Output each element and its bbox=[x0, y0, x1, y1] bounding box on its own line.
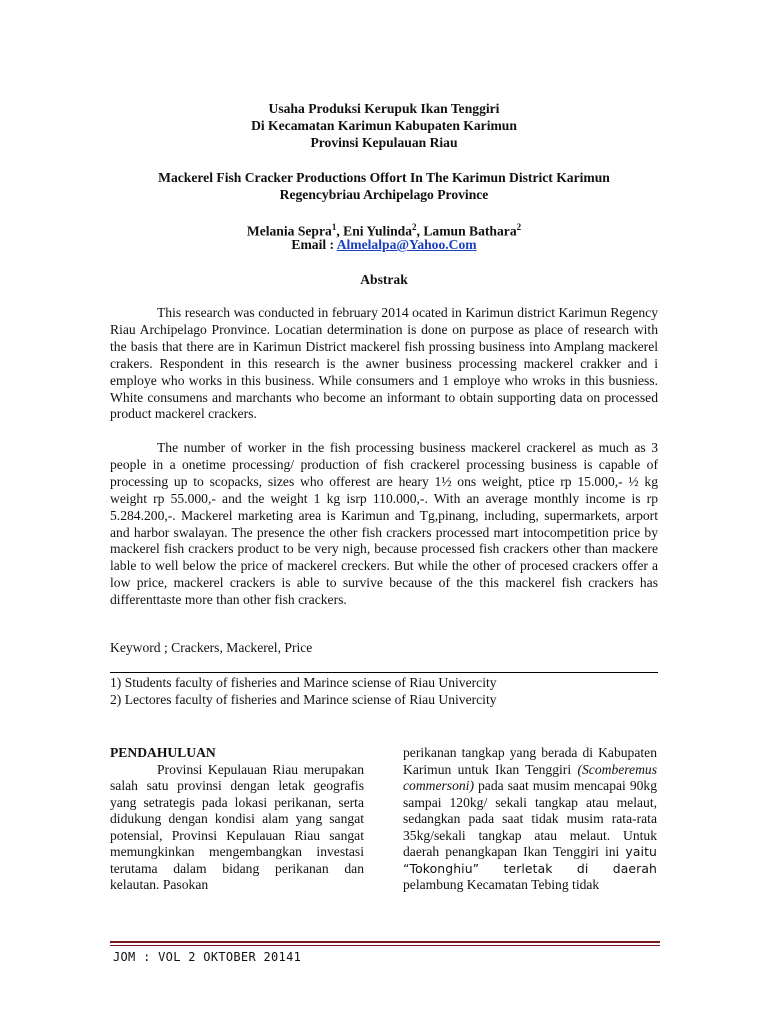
footnote: 2) Lectores faculty of fisheries and Marince sciense of Riau Univercity bbox=[110, 691, 497, 707]
abstract-paragraph: This research was conducted in february 2014 ocated in Karimun district Karimun Regency Riau Archipelago Pronvince. Locatian determination is done on purpose as place of research with the basis that there are in Karimun District mackerel fish prossing business into Amplang mackerel crakers. Respondent in this research is the awner business processing mackerel crakker and i employe who works in this business. While consumers and 1 employe who wroks in this busniess. White consumens and marchants who become an informant to obtain supporting data on processed product mackerel crackers. bbox=[110, 305, 658, 422]
author-affiliation: 2 bbox=[412, 222, 417, 232]
author-affiliation: 2 bbox=[516, 222, 522, 232]
author-affiliation: 1 bbox=[331, 222, 337, 232]
email-label: Email : bbox=[291, 237, 337, 252]
author-name: Eni Yulinda bbox=[343, 223, 413, 239]
title-line: Provinsi Kepulauan Riau bbox=[310, 135, 458, 150]
body-text: pada saat musim mencapai 90kg sampai 120kg/ sekali tangkap atau melaut, sedangkan pada saat tidak musim rata-rata 35kg/sekali tangkap atau melaut. Untuk daerah penangkapan Ikan Tenggiri ini bbox=[403, 778, 658, 859]
body-text: perikanan tangkap yang berada di Kabupaten Karimun untuk Ikan Tenggiri bbox=[403, 745, 657, 777]
keywords: Keyword ; Crackers, Mackerel, Price bbox=[110, 640, 313, 655]
footer-divider bbox=[110, 945, 660, 946]
author-separator: , bbox=[336, 223, 344, 239]
footer-divider bbox=[110, 941, 660, 943]
email-link[interactable]: Almelalpa@Yahoo.Com bbox=[336, 237, 477, 252]
subtitle-line: Regencybriau Archipelago Province bbox=[279, 187, 489, 202]
abstract-paragraph: The number of worker in the fish processing business mackerel crackerel as much as 3 people in a onetime processing/ production of fish crackerel processing business is capable of processing up to scopacks, sizes who offerest are heary 1½ ons weight, ptice rp 15.000,- ½ kg weight rp 55.000,- and the weight 1 kg isrp 110.000,-. With an average monthly income is rp 5.284.200,-. Mackerel marketing area is Karimun and Tg,pinang, including, supermarkets, arport and harbor swalayan. The presence the other fish crackers processed mart intocompetition price by mackerel fish crackers product to be very nigh, because processed fish crackers other than mackere lable to well below the price of mackerel creckers. But while the other of procesed crackers offer a low price, mackerel crackers is able to survive because of the this mackerel fish crackers has differenttaste more than other fish crackers. bbox=[110, 440, 658, 608]
title-line: Di Kecamatan Karimun Kabupaten Karimun bbox=[251, 118, 517, 133]
body-text: pelambung Kecamatan Tebing tidak bbox=[403, 877, 600, 892]
abstract-heading: Abstrak bbox=[360, 272, 408, 287]
body-paragraph: Provinsi Kepulauan Riau merupakan salah satu provinsi dengan letak geografis yang setrategis pada lokasi perikanan, serta didukung dengan kondisi alam yang sangat potensial, Provinsi Kepulauan Riau sangat memungkinkan mengembangkan investasi terutama dalam bidang perikanan dan kelautan. Pasokan bbox=[110, 761, 364, 892]
footnotes bbox=[110, 675, 497, 708]
footnote-divider bbox=[110, 672, 658, 673]
english-title bbox=[110, 169, 658, 203]
section-heading: PENDAHULUAN bbox=[110, 745, 216, 760]
subtitle-line: Mackerel Fish Cracker Productions Offort In The Karimun District Karimun bbox=[158, 170, 610, 185]
journal-footer: JOM : VOL 2 OKTOBER 20141 bbox=[113, 950, 302, 964]
left-column bbox=[110, 745, 364, 894]
right-column bbox=[403, 745, 657, 894]
species-name: (Scomberemus commersoni) bbox=[403, 761, 657, 793]
indonesian-title bbox=[110, 100, 658, 151]
author-separator: , bbox=[416, 223, 424, 239]
title-line: Usaha Produksi Kerupuk Ikan Tenggiri bbox=[268, 101, 500, 116]
body-text: yaitu “Tokonghiu” terletak di daerah bbox=[403, 844, 657, 876]
author-name: Melania Sepra bbox=[246, 223, 332, 239]
email-line bbox=[110, 236, 658, 253]
footnote: 1) Students faculty of fisheries and Marince sciense of Riau Univercity bbox=[110, 675, 497, 690]
author-name: Lamun Bathara bbox=[423, 223, 517, 239]
body-paragraph bbox=[403, 745, 657, 894]
